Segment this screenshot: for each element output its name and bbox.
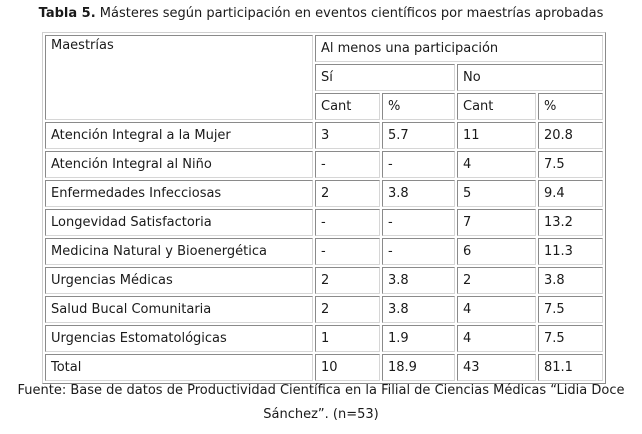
- table-row: [45, 325, 603, 352]
- header-no-cant: Cant: [457, 93, 536, 120]
- cell-no-cant: 2: [457, 267, 536, 294]
- table-row: [45, 354, 603, 381]
- header-row-1: [45, 35, 603, 62]
- cell-maestria: Longevidad Satisfactoria: [45, 209, 313, 236]
- cell-maestria: Medicina Natural y Bioenergética: [45, 238, 313, 265]
- table-row: [45, 151, 603, 178]
- header-si-pct: %: [382, 93, 455, 120]
- header-si: Sí: [315, 64, 455, 91]
- cell-no-pct: 7.5: [538, 296, 603, 323]
- cell-si-cant: -: [315, 238, 380, 265]
- cell-si-cant: 3: [315, 122, 380, 149]
- cell-si-cant: 2: [315, 296, 380, 323]
- cell-si-pct: -: [382, 238, 455, 265]
- cell-no-cant: 4: [457, 296, 536, 323]
- table-row: [45, 296, 603, 323]
- cell-no-cant: 43: [457, 354, 536, 381]
- cell-si-pct: -: [382, 151, 455, 178]
- cell-si-cant: 1: [315, 325, 380, 352]
- cell-no-cant: 5: [457, 180, 536, 207]
- table-row: [45, 122, 603, 149]
- header-group: Al menos una participación: [315, 35, 603, 62]
- cell-si-pct: 5.7: [382, 122, 455, 149]
- cell-si-pct: 1.9: [382, 325, 455, 352]
- source-line-2: Sánchez”. (n=53): [263, 407, 379, 422]
- cell-no-cant: 4: [457, 325, 536, 352]
- header-no-pct: %: [538, 93, 603, 120]
- cell-maestria: Total: [45, 354, 313, 381]
- cell-no-pct: 7.5: [538, 325, 603, 352]
- cell-maestria: Atención Integral al Niño: [45, 151, 313, 178]
- table-source-note: [0, 379, 642, 427]
- cell-no-pct: 7.5: [538, 151, 603, 178]
- table-row: [45, 209, 603, 236]
- cell-no-cant: 4: [457, 151, 536, 178]
- cell-si-cant: -: [315, 209, 380, 236]
- cell-si-pct: 3.8: [382, 296, 455, 323]
- cell-si-pct: 3.8: [382, 180, 455, 207]
- table-row: [45, 267, 603, 294]
- cell-no-pct: 81.1: [538, 354, 603, 381]
- cell-si-cant: 10: [315, 354, 380, 381]
- source-line-1: Fuente: Base de datos de Productividad Científica en la Filial de Ciencias Médicas “Lidia Doce: [17, 383, 625, 398]
- header-si-cant: Cant: [315, 93, 380, 120]
- cell-no-pct: 11.3: [538, 238, 603, 265]
- cell-no-pct: 13.2: [538, 209, 603, 236]
- cell-si-pct: -: [382, 209, 455, 236]
- cell-maestria: Atención Integral a la Mujer: [45, 122, 313, 149]
- cell-si-pct: 18.9: [382, 354, 455, 381]
- table-caption: [0, 6, 642, 21]
- table-caption-label: Tabla 5.: [38, 6, 96, 21]
- header-no: No: [457, 64, 603, 91]
- cell-maestria: Urgencias Estomatológicas: [45, 325, 313, 352]
- cell-si-pct: 3.8: [382, 267, 455, 294]
- table-row: [45, 180, 603, 207]
- cell-no-cant: 6: [457, 238, 536, 265]
- cell-si-cant: -: [315, 151, 380, 178]
- cell-no-pct: 20.8: [538, 122, 603, 149]
- cell-no-pct: 9.4: [538, 180, 603, 207]
- cell-maestria: Enfermedades Infecciosas: [45, 180, 313, 207]
- table-caption-text: Másteres según participación en eventos científicos por maestrías aprobadas: [95, 6, 604, 21]
- cell-si-cant: 2: [315, 267, 380, 294]
- cell-no-cant: 11: [457, 122, 536, 149]
- cell-no-cant: 7: [457, 209, 536, 236]
- table-row: [45, 238, 603, 265]
- header-maestrias: Maestrías: [45, 35, 313, 120]
- cell-maestria: Urgencias Médicas: [45, 267, 313, 294]
- cell-maestria: Salud Bucal Comunitaria: [45, 296, 313, 323]
- data-table: [42, 32, 606, 384]
- cell-si-cant: 2: [315, 180, 380, 207]
- cell-no-pct: 3.8: [538, 267, 603, 294]
